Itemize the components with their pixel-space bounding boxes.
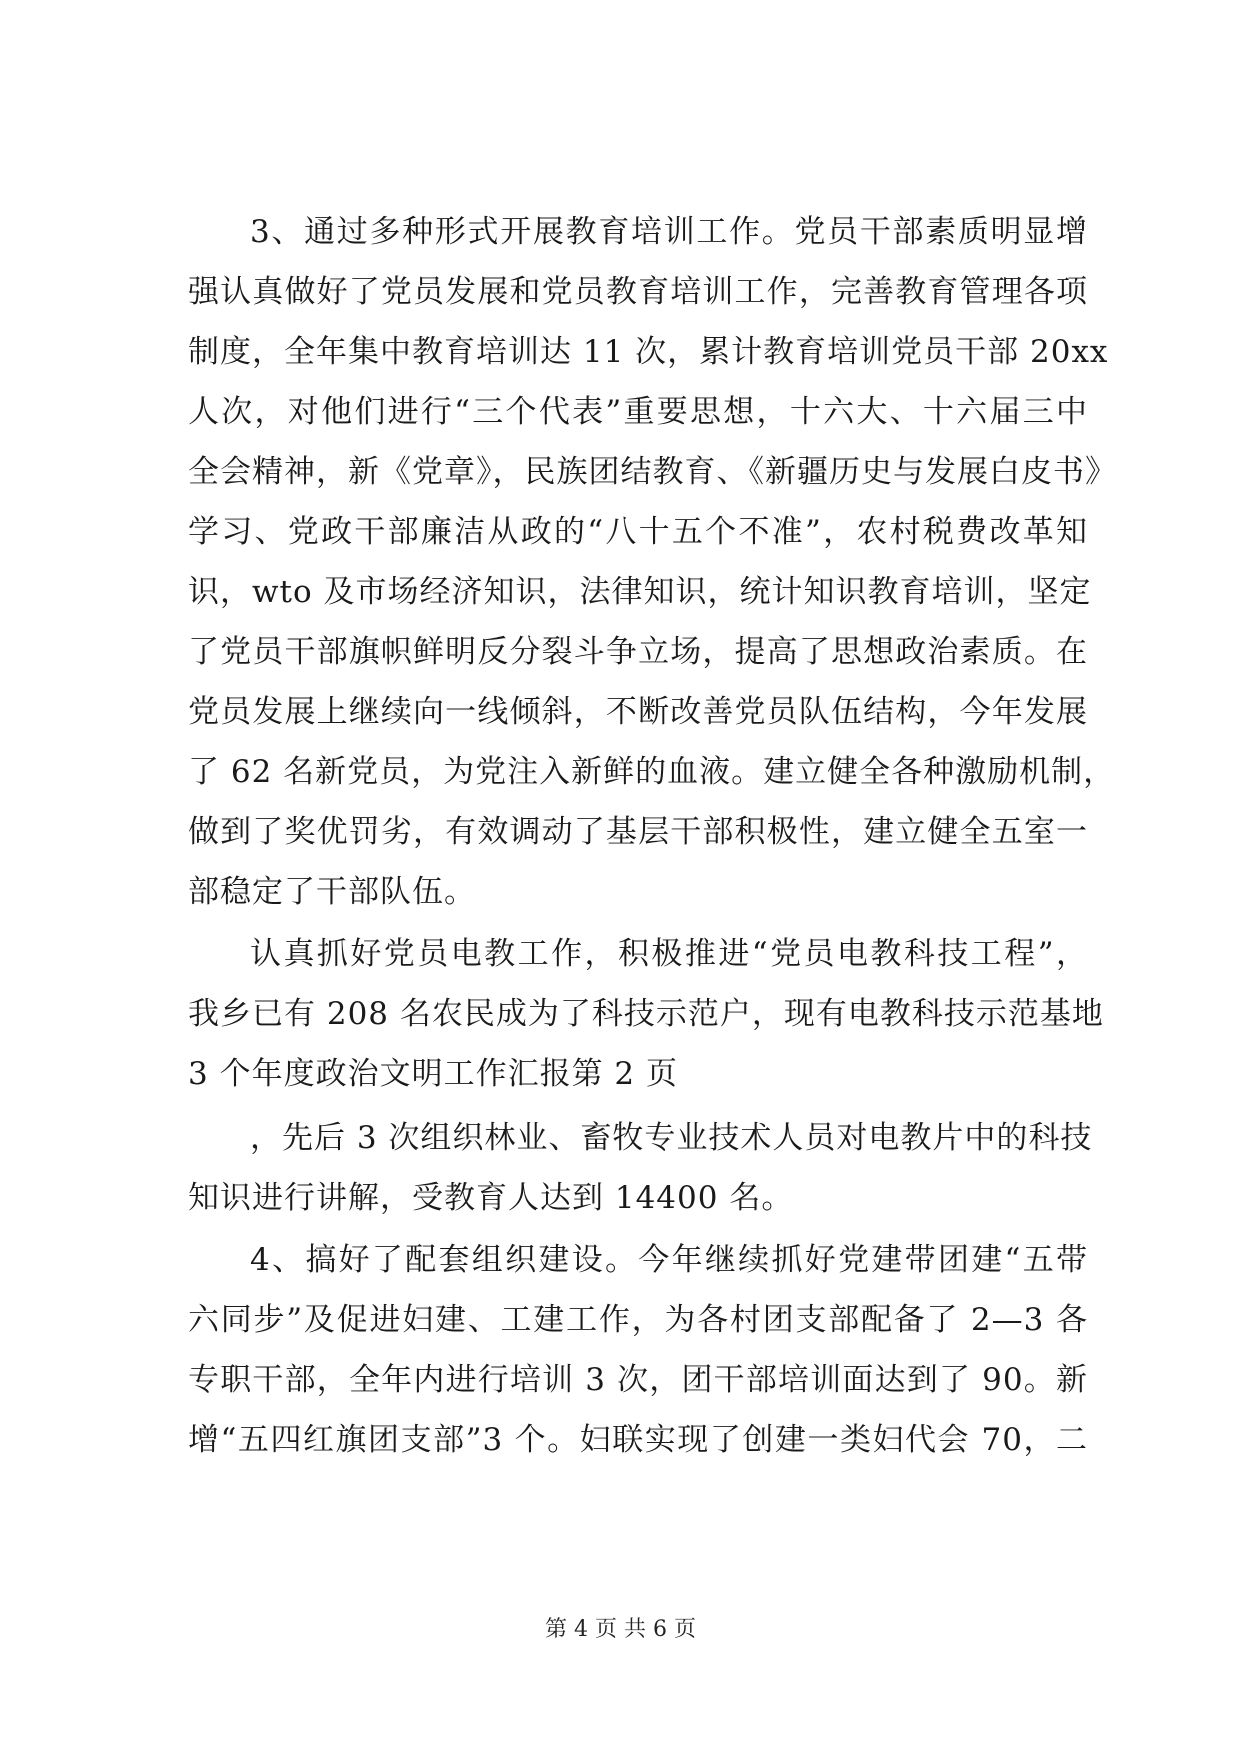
paragraph-training-line-2: 知识进行讲解，受教育人达到 14400 名。 [188,1180,794,1216]
paragraph-3-line-9: 党员发展上继续向一线倾斜，不断改善党员队伍结构，今年发展 [188,694,1088,730]
paragraph-electro-line-1: 认真抓好党员电教工作，积极推进“党员电教科技工程”， [250,936,1088,972]
paragraph-3-line-2: 强认真做好了党员发展和党员教育培训工作，完善教育管理各项 [188,274,1088,310]
paragraph-3-line-3: 制度，全年集中教育培训达 11 次，累计教育培训党员干部 20xx [188,334,1109,370]
paragraph-3-line-1: 3、通过多种形式开展教育培训工作。党员干部素质明显增 [250,214,1088,250]
paragraph-4-line-4: 增“五四红旗团支部”3 个。妇联实现了创建一类妇代会 70，二 [188,1422,1088,1458]
paragraph-4-line-2: 六同步”及促进妇建、工建工作，为各村团支部配备了 2—3 各 [188,1302,1088,1338]
paragraph-3-line-10: 了 62 名新党员，为党注入新鲜的血液。建立健全各种激励机制， [188,754,1116,790]
paragraph-4-line-1: 4、搞好了配套组织建设。今年继续抓好党建带团建“五带 [250,1242,1088,1278]
paragraph-3-line-7: 识，wto 及市场经济知识，法律知识，统计知识教育培训，坚定 [188,574,1092,610]
paragraph-electro-line-3: 3 个年度政治文明工作汇报第 2 页 [188,1056,679,1092]
paragraph-3-line-4: 人次，对他们进行“三个代表”重要思想，十六大、十六届三中 [188,394,1088,430]
paragraph-3-line-5: 全会精神，新《党章》，民族团结教育、《新疆历史与发展白皮书》 [188,454,1117,490]
paragraph-3-line-12: 部稳定了干部队伍。 [188,874,476,910]
paragraph-3-line-6: 学习、党政干部廉洁从政的“八十五个不准”，农村税费改革知 [188,514,1088,550]
paragraph-training-line-1: ，先后 3 次组织林业、畜牧专业技术人员对电教片中的科技 [250,1120,1093,1156]
paragraph-electro-line-2: 我乡已有 208 名农民成为了科技示范户，现有电教科技示范基地 [188,996,1104,1032]
paragraph-4-line-3: 专职干部，全年内进行培训 3 次，团干部培训面达到了 90。新 [188,1362,1088,1398]
paragraph-3-line-11: 做到了奖优罚劣，有效调动了基层干部积极性，建立健全五室一 [188,814,1088,850]
page-number-footer: 第 4 页 共 6 页 [545,1617,696,1642]
paragraph-3-line-8: 了党员干部旗帜鲜明反分裂斗争立场，提高了思想政治素质。在 [188,634,1088,670]
